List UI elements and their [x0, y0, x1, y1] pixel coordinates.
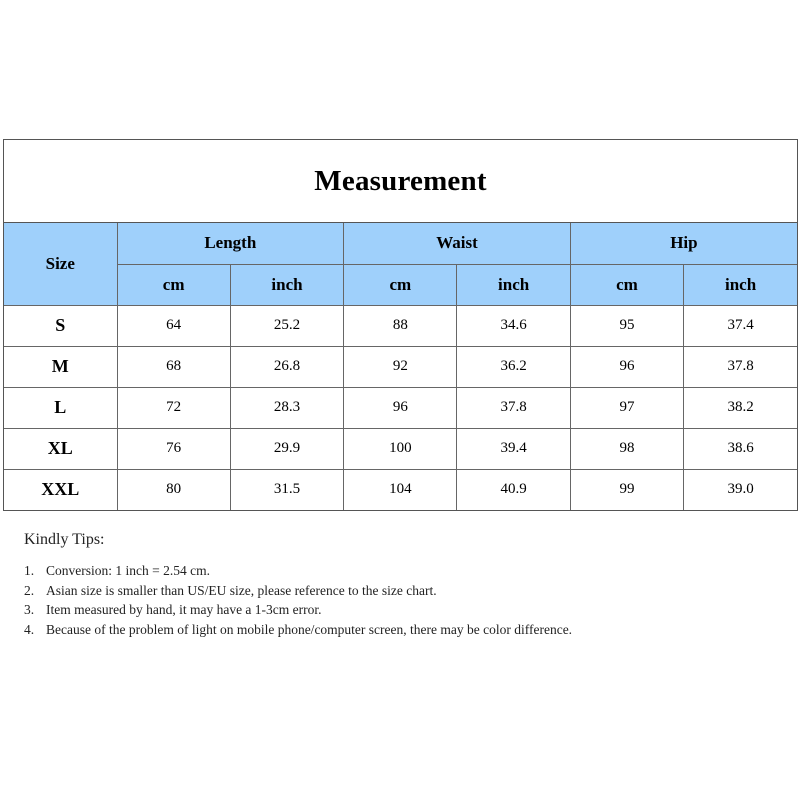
unit-header: cm [344, 264, 457, 305]
tip-number: 4. [24, 621, 35, 637]
table-cell: 39.0 [684, 469, 797, 510]
table-cell: 76 [117, 428, 230, 469]
table-cell: 28.3 [230, 387, 343, 428]
kindly-tips [24, 531, 584, 639]
table-cell: 92 [344, 346, 457, 387]
table-row [4, 387, 797, 428]
waist-group-header: Waist [344, 223, 571, 264]
table-row [4, 346, 797, 387]
table-cell: 29.9 [230, 428, 343, 469]
table-cell: 97 [570, 387, 683, 428]
tips-heading: Kindly Tips: [24, 531, 105, 548]
table-cell: 64 [117, 305, 230, 346]
table-row [4, 428, 797, 469]
table-cell: 38.2 [684, 387, 797, 428]
size-table [4, 223, 797, 510]
tip-number: 1. [24, 563, 35, 578]
table-cell: 36.2 [457, 346, 570, 387]
table-cell: 100 [344, 428, 457, 469]
table-group-header-row [4, 223, 797, 264]
table-cell: 37.8 [684, 346, 797, 387]
table-cell: 26.8 [230, 346, 343, 387]
tips-list [24, 561, 584, 639]
unit-header: cm [570, 264, 683, 305]
table-cell: 80 [117, 469, 230, 510]
table-row [4, 305, 797, 346]
size-label: M [4, 346, 117, 387]
table-cell: 96 [570, 346, 683, 387]
tip-text: Because of the problem of light on mobile phone/computer screen, there may be color difference. [46, 621, 573, 637]
table-cell: 68 [117, 346, 230, 387]
list-item [24, 561, 584, 581]
table-cell: 99 [570, 469, 683, 510]
size-chart [3, 139, 798, 511]
tip-number: 3. [24, 602, 35, 617]
size-label: XXL [4, 469, 117, 510]
list-item [24, 600, 584, 620]
unit-header: inch [684, 264, 797, 305]
table-cell: 34.6 [457, 305, 570, 346]
table-cell: 38.6 [684, 428, 797, 469]
table-cell: 104 [344, 469, 457, 510]
chart-title: Measurement [314, 164, 487, 197]
table-cell: 98 [570, 428, 683, 469]
table-cell: 40.9 [457, 469, 570, 510]
tip-text: Item measured by hand, it may have a 1-3cm error. [46, 602, 322, 617]
table-unit-header-row [4, 264, 797, 305]
size-label: XL [4, 428, 117, 469]
length-group-header: Length [117, 223, 344, 264]
table-cell: 88 [344, 305, 457, 346]
size-label: L [4, 387, 117, 428]
table-row [4, 469, 797, 510]
table-cell: 37.4 [684, 305, 797, 346]
list-item [24, 620, 584, 640]
unit-header: inch [457, 264, 570, 305]
unit-header: inch [230, 264, 343, 305]
tip-text: Asian size is smaller than US/EU size, please reference to the size chart. [46, 582, 437, 598]
table-cell: 31.5 [230, 469, 343, 510]
table-cell: 37.8 [457, 387, 570, 428]
size-column-header: Size [4, 223, 117, 305]
unit-header: cm [117, 264, 230, 305]
chart-title-box [4, 140, 797, 223]
tip-text: Conversion: 1 inch = 2.54 cm. [46, 563, 210, 578]
table-cell: 72 [117, 387, 230, 428]
table-cell: 95 [570, 305, 683, 346]
tip-number: 2. [24, 582, 35, 598]
hip-group-header: Hip [570, 223, 797, 264]
table-cell: 39.4 [457, 428, 570, 469]
list-item [24, 581, 584, 601]
table-cell: 96 [344, 387, 457, 428]
table-cell: 25.2 [230, 305, 343, 346]
size-label: S [4, 305, 117, 346]
